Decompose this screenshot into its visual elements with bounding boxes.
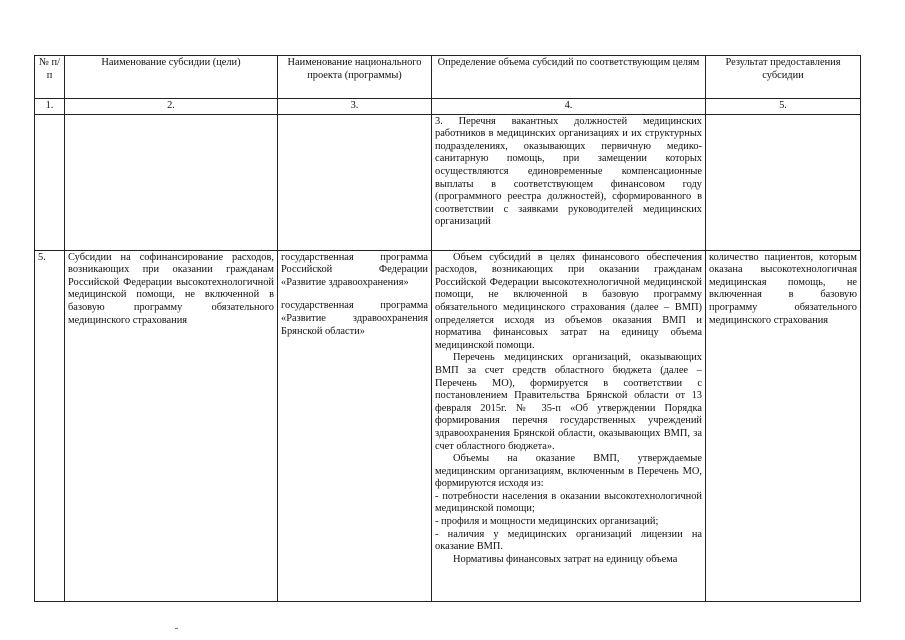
column-number-5: 5. — [706, 99, 861, 115]
header-subsidy-name: Наименование субсидии (цели) — [65, 56, 278, 99]
definition-paragraph: Нормативы финансовых затрат на единицу объема — [453, 553, 678, 565]
table-header-row — [35, 56, 861, 99]
column-number-4: 4. — [432, 99, 706, 115]
cell-volume-definition: 3. Перечня вакантных должностей медицинских работников в медицинских организациях и их структурных подразделениях, оказывающих первичную медико-санитарную помощь, при замещении которых осуществляются единовременные компенсационные выплаты в соответствующем финансовом году (программного реестра должностей), сформированного в соответствии с заявками руководителей медицинских организаций — [432, 114, 706, 250]
header-project-name: Наименование национального проекта (программы) — [278, 56, 432, 99]
table-row-continuation — [35, 114, 861, 250]
definition-paragraph: Объем субсидий в целях финансового обеспечения расходов, возникающих при оказании гражданам Российской Федерации высокотехнологичной медицинской помощи, не включенной в базовую программу обязательного медицинского страхования (далее – ВМП) определяется исходя из объемов оказания ВМП и норматива финансовых затрат на единицу объема медицинской помощи. — [435, 251, 702, 351]
table-row-5 — [35, 250, 861, 601]
scan-speck — [175, 628, 178, 629]
definition-paragraph: Объемы на оказание ВМП, утверждаемые медицинским организациям, включенным в Перечень МО, формируются исходя из: — [435, 453, 702, 490]
cell-volume-definition — [432, 250, 706, 601]
header-number: № п/п — [35, 56, 65, 99]
definition-list-item: - наличия у медицинских организаций лицензии на оказание ВМП. — [435, 528, 702, 553]
header-volume-definition: Определение объема субсидий по соответствующим целям — [432, 56, 706, 99]
cell-empty — [278, 114, 432, 250]
column-number-2: 2. — [65, 99, 278, 115]
definition-list-item: - потребности населения в оказании высокотехнологичной медицинской помощи; — [435, 490, 702, 515]
cell-empty — [65, 114, 278, 250]
program-federal: государственная программа Российской Федерации «Развитие здравоохранения» — [281, 251, 428, 288]
cell-empty — [706, 114, 861, 250]
program-regional: государственная программа «Развитие здравоохранения Брянской области» — [281, 300, 428, 337]
cell-row-number: 5. — [35, 250, 65, 601]
subsidies-table — [34, 55, 861, 602]
definition-paragraph: Перечень медицинских организаций, оказывающих ВМП за счет средств областного бюджета (далее – Перечень МО), формируется в соответствии с постановлением Правительства Брянской области от 13 февраля 2015г. № 35-п «Об утверждении Порядка формирования перечня государственных учреждений здравоохранения Брянской области, оказывающих ВМП, за счет областного бюджета». — [435, 352, 702, 452]
cell-result: количество пациентов, которым оказана высокотехнологичная медицинская помощь, не включенная в базовую программу обязательного медицинского страхования — [706, 250, 861, 601]
cell-empty — [35, 114, 65, 250]
header-result: Результат предоставления субсидии — [706, 56, 861, 99]
cell-subsidy-name: Субсидии на софинансирование расходов, возникающих при оказании гражданам Российской Федерации высокотехнологичной медицинской помощи, не включенной в базовую программу обязательного медицинского страхования — [65, 250, 278, 601]
definition-list-item: - профиля и мощности медицинских организаций; — [435, 516, 659, 528]
column-number-3: 3. — [278, 99, 432, 115]
column-number-1: 1. — [35, 99, 65, 115]
column-numbering-row — [35, 99, 861, 115]
cell-project-name — [278, 250, 432, 601]
